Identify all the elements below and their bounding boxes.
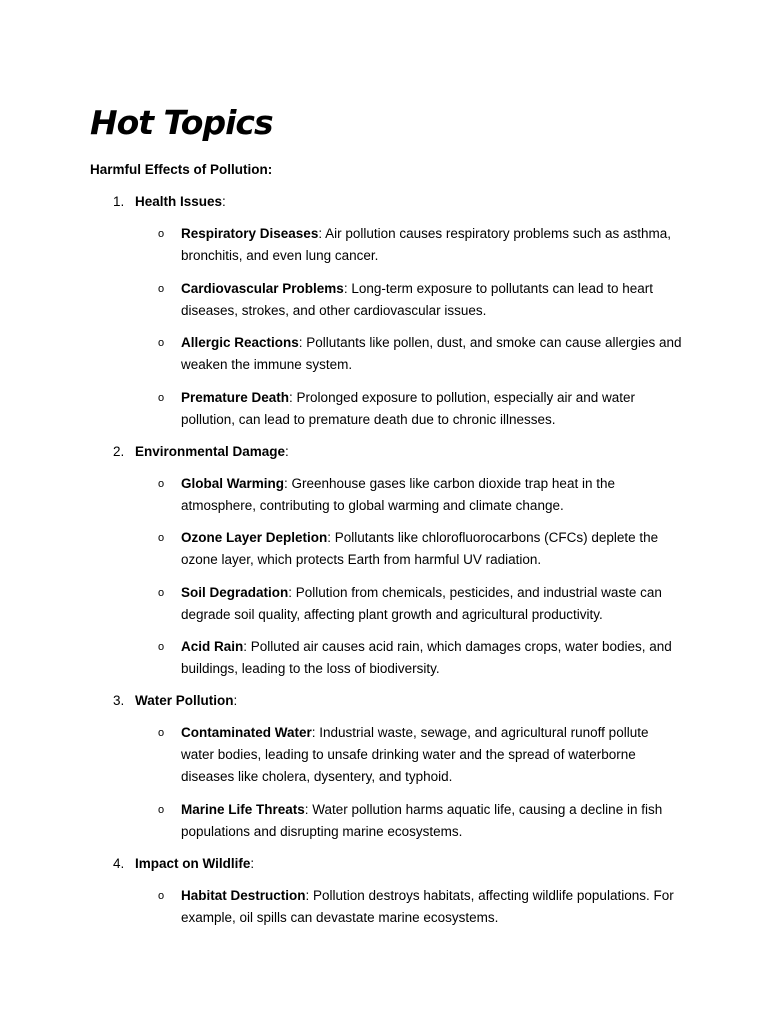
item-term: Global Warming	[181, 475, 285, 491]
circle-bullet-icon: o	[158, 477, 165, 490]
item-term: Habitat Destruction	[181, 887, 306, 903]
section-colon: :	[233, 693, 238, 708]
section-number: 1.	[113, 194, 125, 209]
list-item	[0, 799, 768, 843]
list-item	[0, 473, 768, 517]
circle-bullet-icon: o	[158, 228, 165, 240]
section-water-pollution	[0, 690, 768, 843]
section-title-text: Impact on Wildlife	[135, 855, 251, 871]
item-term: Allergic Reactions	[181, 335, 299, 350]
section-number: 3.	[113, 693, 125, 708]
section-environmental-damage	[0, 441, 768, 681]
list-item	[0, 885, 768, 929]
circle-bullet-icon: o	[158, 586, 165, 599]
section-health-issues	[0, 191, 768, 431]
page-title: Hot Topics	[90, 103, 273, 142]
section-title	[135, 191, 226, 213]
item-text: : Pollution destroys habitats, affecting wildlife populations. For example, oil spills can devastate marine ecosystems.	[181, 887, 674, 925]
list-item	[0, 278, 768, 322]
circle-bullet-icon: o	[158, 889, 165, 902]
section-number: 2.	[113, 443, 125, 459]
circle-bullet-icon: o	[158, 337, 165, 349]
circle-bullet-icon: o	[158, 641, 165, 653]
list-item	[0, 636, 768, 680]
list-item	[0, 223, 768, 267]
section-title	[135, 853, 254, 875]
section-heading	[0, 191, 768, 213]
item-text: : Pollutants like pollen, dust, and smoke can cause allergies and weaken the immune system.	[181, 335, 682, 372]
item-term: Marine Life Threats	[181, 801, 305, 817]
list-item	[0, 722, 768, 788]
intro-heading: Harmful Effects of Pollution:	[90, 162, 273, 177]
item-text: : Pollutants like chlorofluorocarbons (CFCs) deplete the ozone layer, which protects Earth from harmful UV radiation.	[181, 530, 659, 567]
circle-bullet-icon: o	[158, 727, 165, 739]
section-title	[135, 690, 237, 712]
circle-bullet-icon: o	[158, 803, 165, 816]
section-title-text: Water Pollution	[135, 693, 234, 708]
topic-list	[0, 191, 768, 939]
item-text: : Pollution from chemicals, pesticides, and industrial waste can degrade soil quality, affecting plant growth and agricultural productivity.	[181, 584, 662, 622]
section-title-text: Environmental Damage	[135, 443, 286, 459]
section-title-text: Health Issues	[135, 194, 223, 209]
section-heading	[0, 690, 768, 712]
section-colon: :	[250, 855, 255, 871]
item-term: Cardiovascular Problems	[181, 280, 344, 296]
section-impact-on-wildlife	[0, 853, 768, 929]
bullet-list	[0, 722, 768, 843]
item-text: : Water pollution harms aquatic life, causing a decline in fish populations and disrupting marine ecosystems.	[181, 801, 663, 839]
item-text: : Industrial waste, sewage, and agricultural runoff pollute water bodies, leading to unsafe drinking water and the spread of waterborne diseases like cholera, dysentery, and typhoid.	[181, 725, 649, 784]
item-text: : Prolonged exposure to pollution, especially air and water pollution, can lead to premature death due to chronic illnesses.	[181, 389, 636, 427]
section-heading	[0, 441, 768, 463]
circle-bullet-icon: o	[158, 282, 165, 295]
item-text: : Air pollution causes respiratory problems such as asthma, bronchitis, and even lung cancer.	[181, 226, 671, 263]
item-term: Respiratory Diseases	[181, 226, 319, 241]
item-term: Ozone Layer Depletion	[181, 530, 328, 545]
list-item	[0, 582, 768, 626]
bullet-list	[0, 223, 768, 431]
item-term: Contaminated Water	[181, 725, 312, 740]
section-number: 4.	[113, 855, 125, 871]
section-title	[135, 441, 289, 463]
item-text: : Greenhouse gases like carbon dioxide trap heat in the atmosphere, contributing to global warming and climate change.	[181, 475, 615, 513]
item-term: Soil Degradation	[181, 584, 289, 600]
section-colon: :	[285, 443, 289, 459]
item-text: : Long-term exposure to pollutants can lead to heart diseases, strokes, and other cardiovascular issues.	[181, 280, 654, 318]
bullet-list	[0, 473, 768, 681]
section-heading	[0, 853, 768, 875]
list-item	[0, 387, 768, 431]
bullet-list	[0, 885, 768, 929]
circle-bullet-icon: o	[158, 532, 165, 544]
item-term: Acid Rain	[181, 639, 244, 654]
item-text: : Polluted air causes acid rain, which damages crops, water bodies, and buildings, leading to the loss of biodiversity.	[181, 639, 672, 676]
list-item	[0, 527, 768, 571]
item-term: Premature Death	[181, 389, 290, 405]
circle-bullet-icon: o	[158, 391, 165, 404]
section-colon: :	[222, 194, 226, 209]
list-item	[0, 332, 768, 376]
